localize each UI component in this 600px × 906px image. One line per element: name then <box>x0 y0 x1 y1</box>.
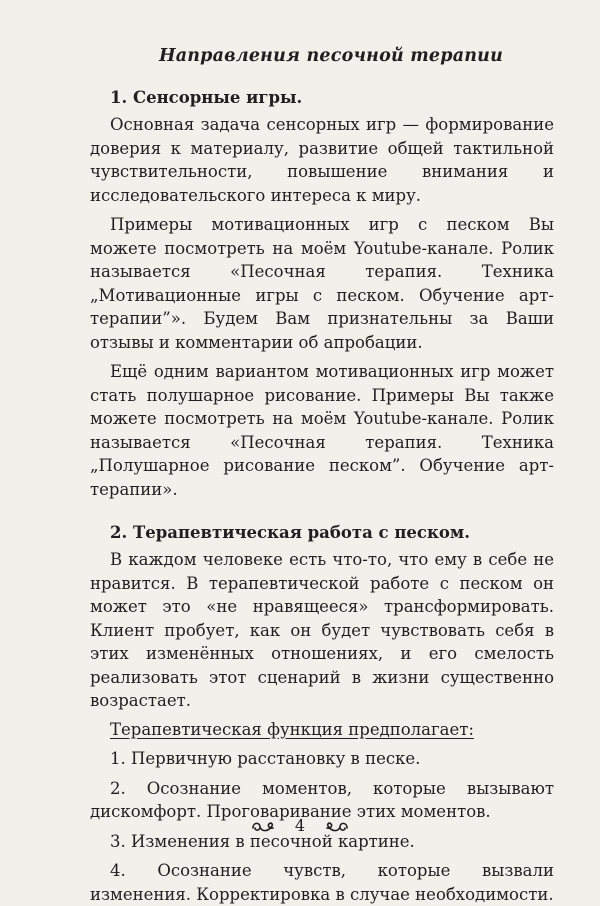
right-ornament-icon <box>324 819 350 835</box>
section-1-paragraph-3: Ещё одним вариантом мотивационных игр может стать полушарное рисование. Примеры Вы также можете посмотреть на моём Youtube-канале. Ролик называется «Песочная терапия. Техника „Полушарное рисование песком”. Обучение арт-терапии». <box>90 362 554 499</box>
section-1-heading: 1. Сенсорные игры. <box>110 88 303 107</box>
page-title: Направления песочной терапии <box>158 46 504 66</box>
section-2-subheading: Терапевтическая функция предполагает: <box>110 719 474 739</box>
section-1-paragraph-1: Основная задача сенсорных игр — формирование доверия к материалу, развитие общей тактильной чувствительности, повышение внимания и исследовательского интереса к миру. <box>90 115 554 205</box>
page-footer <box>0 816 600 835</box>
section-2-paragraph: В каждом человеке есть что-то, что ему в себе не нравится. В терапевтической работе с песком он может это «не нравящееся» трансформировать. Клиент пробует, как он будет чувствовать себя в этих изменённых отношениях, и его смелость реализовать этот сценарий в жизни существенно возрастает. <box>90 550 554 710</box>
left-ornament-icon <box>250 819 276 835</box>
list-item: 2. Осознание моментов, которые вызывают дискомфорт. Проговаривание этих моментов. <box>90 778 554 821</box>
list-item: 4. Осознание чувств, которые вызвали изменения. Корректировка в случае необходимости. <box>90 861 554 904</box>
list-item: 1. Первичную расстановку в песке. <box>110 749 421 768</box>
page-number: 4 <box>294 816 306 835</box>
list-item: 3. Изменения в песочной картине. <box>110 831 415 851</box>
section-1-paragraph-2: Примеры мотивационных игр с песком Вы можете посмотреть на моём Youtube-канале. Ролик называется «Песочная терапия. Техника „Мотивационные игры с песком. Обучение арт-терапии”». Будем Вам признательны за Ваши отзывы и комментарии об апробации. <box>90 215 554 352</box>
section-2-heading: 2. Терапевтическая работа с песком. <box>110 523 470 542</box>
